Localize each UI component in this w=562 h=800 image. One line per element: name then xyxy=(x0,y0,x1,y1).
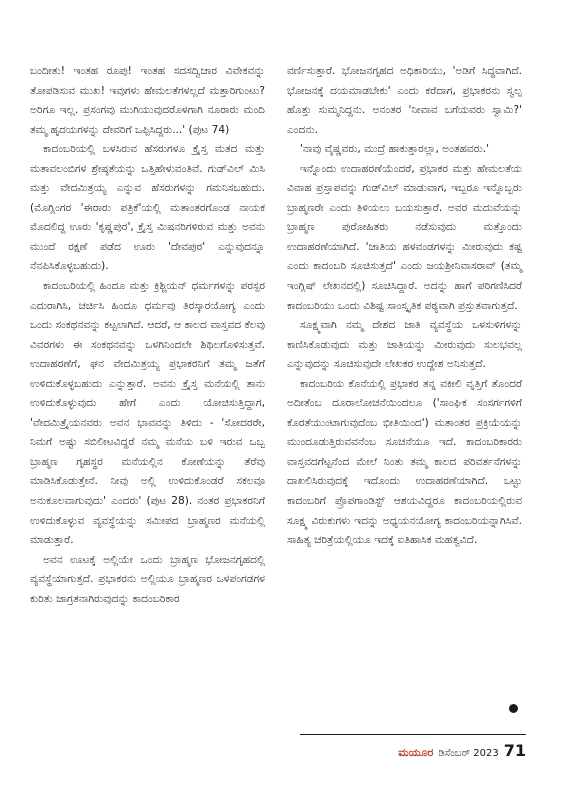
left-paragraph-4: ಅವನ ಊಟಕ್ಕೆ ಅಲ್ಲಿಯೇ ಒಂದು ಬ್ರಾಹ್ಮಣ ಭೋಜನಗೃಹದಲ್ಲಿ ವ್ಯವಸ್ಥೆಯಾಗುತ್ತದೆ. ಪ್ರಭಾಕರನು ಅಲ್ಲಿಯೂ ಬ್ರಾಹ್ಮಣರ ಒಳಪಂಗಡಗಳ ಕುರಿತು ಜಾಗ್ರತನಾಗಿರುವುದನ್ನು ಕಾದಂಬರಿಕಾರ xyxy=(30,553,265,605)
right-paragraph-5: ಕಾದಂಬರಿಯ ಕೊನೆಯಲ್ಲಿ ಪ್ರಭಾಕರ ತನ್ನ ವಕೀಲಿ ವೃತ್ತಿಗೆ ತೊಂದರೆ ಅದೀತೆಂಬ ದೂರಾಲೋಚನೆಯಿಂದಲೂ ('ಸಾಂಘಿಕ ಸಂಸರ್ಗಗಳಿಗೆ ಕೊರತೆಯುಂಟಾಗುವುದೆಂಬ ಭೀತಿಯಿಂದ') ಮತಾಂತರ ಪ್ರಕ್ರಿಯೆಯನ್ನು ಮುಂದೂಡುತ್ತಿರುವವನೆಂಬ ಸೂಚನೆಯೂ ಇದೆ. ಕಾದಂಬರಿಕಾರರು ವಾಸ್ತವದಗೆಟ್ಟನೆಂದ ಮೇಲೆ ನಿಂತು ತಮ್ಮ ಕಾಲದ ಪರಿವರ್ತನೆಗಳನ್ನು ದಾಖಲಿಸಿರುವುದಕ್ಕೆ ಇದೊಂದು ಉದಾಹರಣೆಯಾಗಿದೆ. ಒಟ್ಟು ಕಾದಂಬರಿಗೆ ಪ್ರೊಪಗಾಂಡಿಸ್ಟ್ ಆಶಯವಿದ್ದರೂ ಕಾದಂಬರಿಯಲ್ಲಿರುವ ಸೂಕ್ಷ್ಮ ವಿರುಕುಗಳು ಇದನ್ನು ಅಧ್ಯಯನಯೋಗ್ಯ ಕಾದಂಬರಿಯನ್ನಾಗಿಸಿವೆ. ಸಾಹಿತ್ಯ ಚರಿತ್ರೆಯಲ್ಲಿಯೂ ಇದಕ್ಕೆ ಐತಿಹಾಸಿಕ ಮಹತ್ವವಿದೆ. xyxy=(287,377,522,547)
right-paragraph-1: ವರ್ಣಿಸುತ್ತಾರೆ. ಭೋಜನಗೃಹದ ಅಧಿಕಾರಿಯು, 'ಅಡಿಗೆ ಸಿದ್ಧವಾಗಿದೆ. ಭೋಜನಕ್ಕೆ ದಯಮಾಡಬೇಕು' ಎಂದು ಕರೆದಾಗ, ಪ್ರಭಾಕರನು ಸ್ವಲ್ಪ ಹೊತ್ತು ಸುಮ್ಮನಿದ್ದನು. ಅನಂತರ 'ನೀವಾವ ಬಗೆಯವರು ಸ್ವಾಮಿ?' ಎಂದನು. xyxy=(287,65,522,136)
right-paragraph-3: ಇನ್ನೊಂದು ಉದಾಹರಣೆಯೆಂದರೆ, ಪ್ರಭಾಕರ ಮತ್ತು ಹೇಮಲತೆಯ ವಿವಾಹ ಪ್ರಸ್ತಾಪವನ್ನು ಗುಡ್‌ವಿಲ್ ಮಾಡುವಾಗ, ಇಬ್ಬರೂ ಇನ್ನೊಬ್ಬರು ಬ್ರಾಹ್ಮಣರೇ ಎಂದು ತಿಳಿಯಲು ಬಯಸುತ್ತಾರೆ. ಅವರ ಮದುವೆಯನ್ನು ಬ್ರಾಹ್ಮಣ ಪುರೋಹಿತರು ನಡೆಸುವುದು ಮತ್ತೊಂದು ಉದಾಹರಣೆಯಾಗಿದೆ. 'ಜಾತಿಯ ಹಳವಂಡಗಳನ್ನು ಮೀರುವುದು ಕಷ್ಟ ಎಂದು ಕಾದಂಬರಿ ಸೂಚಿಸುತ್ತದೆ' ಎಂದು ಜಯಶ್ರೀನಿವಾಸರಾವ್ (ತಮ್ಮ ಇಂಗ್ಲಿಷ್ ಲೇಖನದಲ್ಲಿ) ಸೂಚಿಸಿದ್ದಾರೆ. ಅದನ್ನು ಹಾಗೆ ಪರಿಗಣಿಸಿದರೆ ಕಾದಂಬರಿಯು ಒಂದು ವಿಶಿಷ್ಟ ಸಾಂಸ್ಕೃತಿಕ ಪಠ್ಯವಾಗಿ ಪ್ರಸ್ತುತವಾಗುತ್ತದೆ. xyxy=(287,162,522,312)
footer-text xyxy=(398,741,526,760)
magazine-name: ಮಯೂರ xyxy=(398,746,434,759)
issue-date: ಡಿಸೆಂಬರ್ 2023 xyxy=(438,748,499,759)
left-paragraph-1: ಬಂದೀತು! ಇಂತಹ ರೂಪು! ಇಂತಹ ಸದಸದ್ವಿಚಾರ ವಿವೇಕವನ್ನು ತೋಪಡಿಸುವ ಮುಖ! ಇವುಗಳು ಹೇಮಲತೆಗಳಲ್ಲದೆ ಮತ್ತಾರಿಗುಂಟು? ಅರಿಗೂ ಇಲ್ಲ. ಪ್ರಸಂಗವು ಮುಗಿಯುವುದರೊಳಗಾಗಿ ನೂರಾರು ಮಂದಿ ತಮ್ಮ ಹೃದಯಗಳನ್ನು ದೇವರಿಗೆ ಒಪ್ಪಿಸಿದ್ದರು...' (ಪುಟ 74) xyxy=(30,65,265,136)
left-paragraph-2: ಕಾದಂಬರಿಯಲ್ಲಿ ಬಳಸಿರುವ ಹೆಸರುಗಳೂ ಕ್ರೈಸ್ತ ಮತದ ಮತ್ತು ಮತಾವಲಂಬಿಗಳ ಶ್ರೇಷ್ಠತೆಯನ್ನು ಒತ್ತಿಹೇಳುವಂತಿವೆ. ಗುಡ್‌ವಿಲ್ ಮಿಸಿ ಮತ್ತು ವೇದಮಿತ್ರಯ್ಯ ಎನ್ನುವ ಹೆಸರುಗಳನ್ನು ಗಮನಿಸಬಹುದು. (ಮೊಗ್ಲಿಂಗರ 'ಈರಾರು ಪತ್ರಿಕೆ'ಯಲ್ಲಿ ಮತಾಂತರಗೊಂಡ ನಾಯಕ ಮೊದಲಿದ್ದ ಊರು 'ಕೃಷ್ಣಪುರ', ಕ್ರೈಸ್ತ ಮಿಷನರಿಗಳಿರುವ ಮತ್ತು ಅವನು ಮುಂದೆ ರಕ್ಷಣೆ ಪಡೆದ ಊರು 'ದೇವಪುರ' ಎನ್ನುವುದನ್ನೂ ನೆನಪಿಸಿಕೊಳ್ಳಬಹುದು). xyxy=(30,143,265,273)
left-paragraph-3: ಕಾದಂಬರಿಯಲ್ಲಿ ಹಿಂದೂ ಮತ್ತು ಕ್ರಿಶ್ಚಿಯನ್ ಧರ್ಮಗಳನ್ನು ಪರಸ್ಪರ ಎದುರಾಗಿಸಿ, ಚರ್ಚಿಸಿ ಹಿಂದೂ ಧರ್ಮವು ತಿರಸ್ಕಾರಯೋಗ್ಯ ಎಂದು ಒಂದು ಸಂಕಥನವನ್ನು ಕಟ್ಟಲಾಗಿದೆ. ಆದರೆ, ಆ ಕಾಲದ ವಾಸ್ತವದ ಕೆಲವು ವಿವರಗಳು ಈ ಸಂಕಥನವನ್ನು ಒಳಗಿನಿಂದಲೇ ಶಿಥಿಲಗೊಳಿಸುತ್ತವೆ. ಉದಾಹರಣೆಗೆ, ಘನ ವೇದಮಿತ್ರಯ್ಯ ಪ್ರಭಾಕರನಿಗೆ ತಮ್ಮ ಜತೆಗೆ ಉಳಿದುಕೊಳ್ಳಬಹುದು ಎನ್ನುತ್ತಾರೆ. ಅವನು ಕ್ರೈಸ್ತ ಮನೆಯಲ್ಲಿ ತಾನು ಉಳಿದುಕೊಳ್ಳುವುದು ಹೇಗೆ ಎಂದು ಯೋಚಿಸುತ್ತಿದ್ದಾಗ, 'ವೇದಮಿತ್ರೈಯನವರು ಅವನ ಭಾವವನ್ನು ತಿಳಿದು - 'ಸೋದರರೇ, ನಿಮಗೆ ಅಷ್ಟು ಸಬಿಲೀಟವಿದ್ದರೆ ನಮ್ಮ ಮನೆಯ ಬಳಿ ಇರುವ ಒಬ್ಬ ಬ್ರಾಹ್ಮಣ ಗೃಹಸ್ಥರ ಮನೆಯಲ್ಲಿನ ಕೋಣೆಯನ್ನು ತೆರೆವು ಮಾಡಿಸಿಕೊಡುತ್ತೇನೆ. ನೀವು ಅಲ್ಲಿ ಉಳಿದುಕೊಂಡರೆ ಸಕಲವೂ ಅನುಕೂಲವಾಗುವುದು' ಎಂದರು' (ಪುಟ 28). ನಂತರ ಪ್ರಭಾಕರನಿಗೆ ಉಳಿದುಕೊಳ್ಳುವ ವ್ಯವಸ್ಥೆಯನ್ನು ಸಮೀಪದ ಬ್ರಾಹ್ಮಣರ ಮನೆಯಲ್ಲಿ ಮಾಡುತ್ತಾರೆ. xyxy=(30,280,265,547)
footer-rule xyxy=(300,734,526,735)
right-paragraph-2: 'ನಾವು ವೈಷ್ಣವರು, ಮುದ್ರೆ ಹಾಕುತ್ತಾರಲ್ಲಾ, ಅಂತಹವರು.' xyxy=(300,143,489,156)
left-column xyxy=(30,62,265,609)
right-column xyxy=(287,62,522,551)
right-paragraph-4: ಸೂಕ್ಷ್ಮವಾಗಿ ನಮ್ಮ ದೇಶದ ಜಾತಿ ವ್ಯವಸ್ಥೆಯ ಒಳಸುಳಿಗಳನ್ನು ಕಾಣಿಸಿಕೊಡುವುದು ಮತ್ತು ಜಾತಿಯನ್ನು ಮೀರುವುದು ಸುಲಭವಲ್ಲ ಎನ್ನುವುದನ್ನು ಸೂಚಿಸುವುದೇ ಲೇಖಕರ ಉದ್ದೇಶ ಅನಿಸುತ್ತದೆ. xyxy=(287,319,522,371)
page-number: 71 xyxy=(503,741,526,760)
article-end-dot-icon xyxy=(509,704,518,713)
page-footer xyxy=(300,733,526,763)
